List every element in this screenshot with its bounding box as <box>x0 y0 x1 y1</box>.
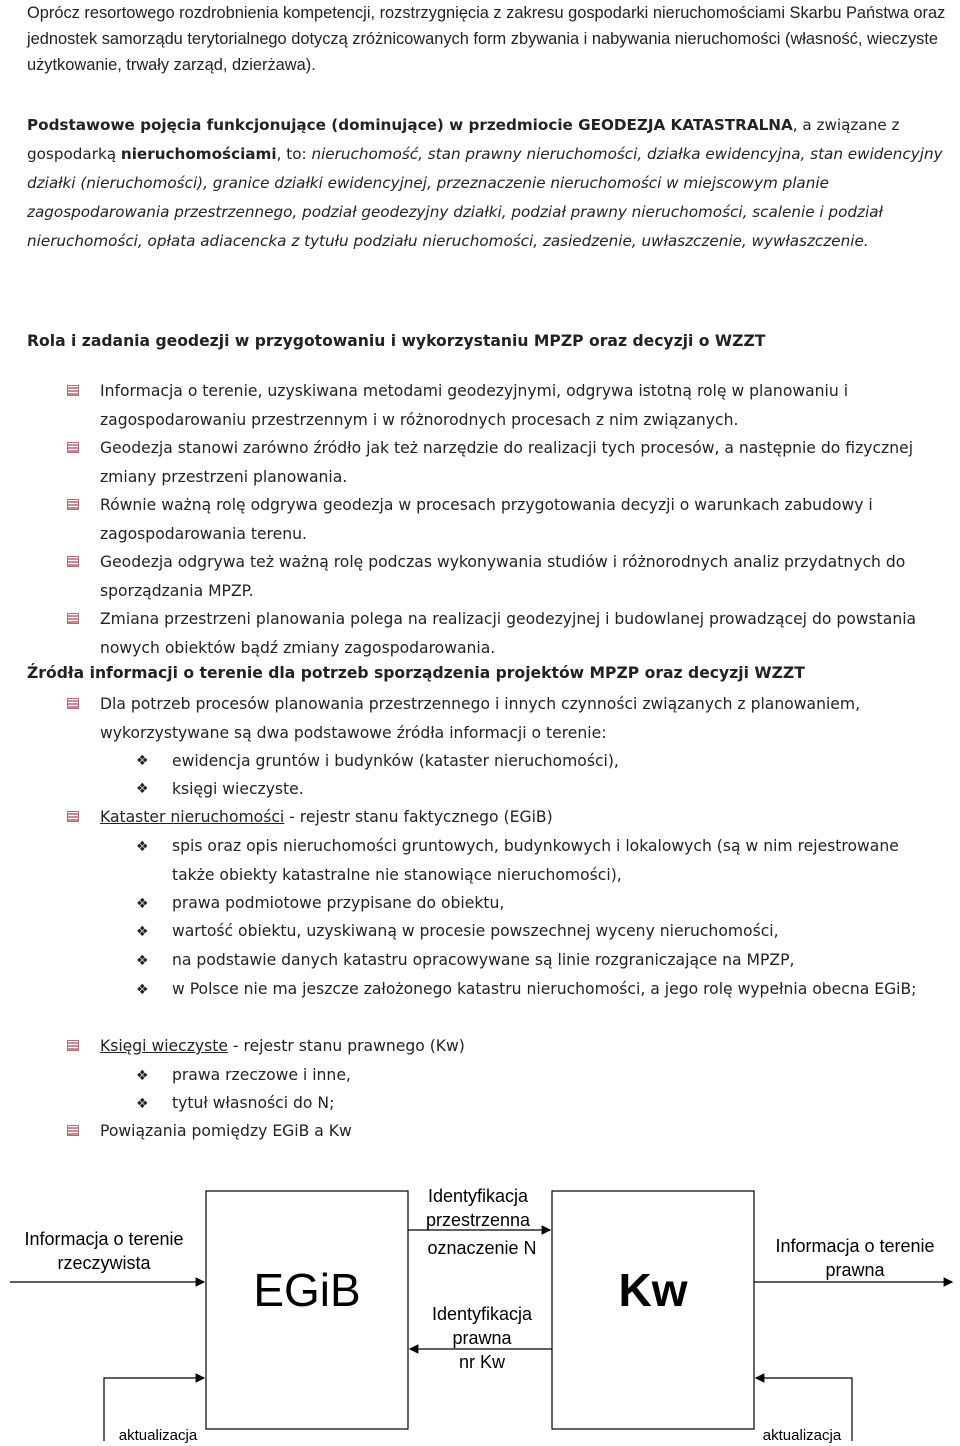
diamond-bullet-icon: ❖ <box>136 924 149 940</box>
sub-item: prawa rzeczowe i inne, <box>172 1066 351 1084</box>
bullet-icon <box>67 1125 79 1136</box>
sub-item: ewidencja gruntów i budynków (kataster nieruchomości), <box>172 752 619 770</box>
top-label-3: oznaczenie N <box>427 1238 537 1258</box>
definitions-terms: nieruchomość, stan prawny nieruchomości, działka ewidencyjna, stan ewidencyjny działki (nieruchomości), granice działki ewidencyjnej, przeznaczenie nieruchomości w miejscowym planie zagospodarowania przestrzennego, podział geodezyjny działki, podział prawny nieruchomości, scalenie i podział nieruchomości, opłata adiacencka z tytułu podziału nieruchomości, zasiedzenie, uwłaszczenie, wywłaszczenie. <box>27 145 943 250</box>
section1-item: Geodezja stanowi zarówno źródło jak też narzędzie do realizacji tych procesów, a następnie do fizycznej zmiany przestrzeni planowania. <box>100 439 914 486</box>
kw-label-box: Kw <box>618 1264 688 1316</box>
sub-item: księgi wieczyste. <box>172 780 304 798</box>
section2-heading: Źródła informacji o terenie dla potrzeb sporządzenia projektów MPZP oraz decyzji WZZT <box>27 664 805 682</box>
egib-kw-diagram <box>0 1156 960 1446</box>
sub-item: spis oraz opis nieruchomości gruntowych, budynkowych i lokalowych (są w nim rejestrowane także obiekty katastralne nie stanowiące nieruchomości), <box>172 837 899 884</box>
bullet-icon <box>67 1040 79 1051</box>
diamond-bullet-icon: ❖ <box>136 839 149 855</box>
bullet-icon <box>67 698 79 709</box>
diamond-bullet-icon: ❖ <box>136 753 149 769</box>
intro-paragraph: Oprócz resortowego rozdrobnienia kompetencji, rozstrzygnięcia z zakresu gospodarki nieruchomościami Skarbu Państwa oraz jednostek samorządu terytorialnego dotyczą zróżnicowanych form zbywania i nabywania nieruchomości (własność, wieczyste użytkowanie, trwały zarząd, dzierżawa). <box>27 4 946 74</box>
section2-intro: Dla potrzeb procesów planowania przestrzennego i innych czynności związanych z planowaniem, wykorzystywane są dwa podstawowe źródła informacji o terenie: <box>100 695 861 742</box>
mid-label-2: prawna <box>452 1328 512 1348</box>
top-label-2: przestrzenna <box>425 1210 531 1230</box>
relation-item: Powiązania pomiędzy EGiB a Kw <box>100 1122 352 1140</box>
diamond-bullet-icon: ❖ <box>136 781 149 797</box>
section1-item: Równie ważną rolę odgrywa geodezja w procesach przygotowania decyzji o warunkach zabudowy i zagospodarowania terenu. <box>100 496 873 543</box>
bullet-icon <box>67 442 79 453</box>
diamond-bullet-icon: ❖ <box>136 1068 149 1084</box>
left-label-1: Informacja o terenie <box>24 1229 184 1249</box>
right-label-2: prawna <box>825 1260 885 1280</box>
diamond-bullet-icon: ❖ <box>136 1096 149 1112</box>
sub-item: tytuł własności do N; <box>172 1094 335 1112</box>
kataster-label: Kataster nieruchomości <box>100 808 285 826</box>
kw-label: Księgi wieczyste <box>100 1037 228 1055</box>
mid-label-1: Identyfikacja <box>431 1304 533 1324</box>
kw-rest: - rejestr stanu prawnego (Kw) <box>227 1037 465 1055</box>
section1-heading: Rola i zadania geodezji w przygotowaniu i wykorzystaniu MPZP oraz decyzji o WZZT <box>27 332 766 350</box>
section1-item: Zmiana przestrzeni planowania polega na realizacji geodezyjnej i budowlanej prowadzącej do powstania nowych obiektów bądź zmiany zagospodarowania. <box>100 610 917 657</box>
bullet-icon <box>67 613 79 624</box>
sub-item: w Polsce nie ma jeszcze założonego katastru nieruchomości, a jego rolę wypełnia obecna EGiB; <box>172 980 917 998</box>
definitions-keyword: nieruchomościami <box>120 145 277 163</box>
sub-item: na podstawie danych katastru opracowywane są linie rozgraniczające na MPZP, <box>172 951 795 969</box>
diamond-bullet-icon: ❖ <box>136 896 149 912</box>
sub-item: prawa podmiotowe przypisane do obiektu, <box>172 894 505 912</box>
right-label-1: Informacja o terenie <box>775 1236 935 1256</box>
egib-label: EGiB <box>253 1264 361 1316</box>
definitions-to: , to: <box>276 145 312 163</box>
top-label-1: Identyfikacja <box>427 1186 529 1206</box>
update-label-left: aktualizacja <box>118 1427 198 1444</box>
definitions-lead: Podstawowe pojęcia funkcjonujące (dominujące) w przedmiocie GEODEZJA KATASTRALNA <box>27 116 793 134</box>
left-label-2: rzeczywista <box>57 1253 151 1273</box>
diamond-bullet-icon: ❖ <box>136 953 149 969</box>
bullet-icon <box>67 556 79 567</box>
section1-item: Informacja o terenie, uzyskiwana metodami geodezyjnymi, odgrywa istotną rolę w planowaniu i zagospodarowaniu przestrzennym i w różnorodnych procesach z nim związanych. <box>100 382 849 429</box>
update-label-right: aktualizacja <box>762 1427 842 1444</box>
sub-item: wartość obiektu, uzyskiwaną w procesie powszechnej wyceny nieruchomości, <box>172 922 779 940</box>
bullet-icon <box>67 385 79 396</box>
kataster-item <box>100 803 940 832</box>
kataster-rest: - rejestr stanu faktycznego (EGiB) <box>284 808 553 826</box>
kw-item <box>100 1032 940 1061</box>
diamond-bullet-icon: ❖ <box>136 982 149 998</box>
section1-item: Geodezja odgrywa też ważną rolę podczas wykonywania studiów i różnorodnych analiz przydatnych do sporządzania MPZP. <box>100 553 906 600</box>
bullet-icon <box>67 811 79 822</box>
definitions-lead-rest: , a związane z gospodarką <box>27 116 900 163</box>
definitions-paragraph <box>27 111 947 256</box>
bullet-icon <box>67 499 79 510</box>
mid-label-3: nr Kw <box>458 1352 506 1372</box>
